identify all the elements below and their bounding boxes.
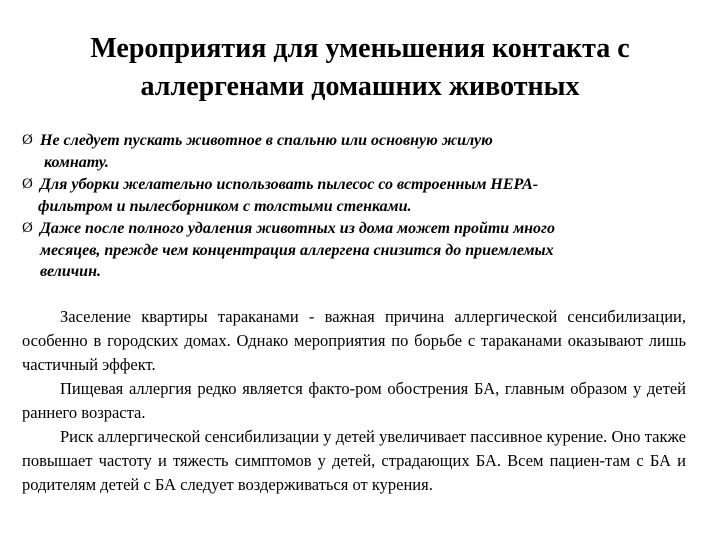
arrow-bullet-icon: Ø <box>22 176 33 192</box>
bullet-text-line: Не следует пускать животное в спальню или основную жилую <box>40 132 493 149</box>
slide-title <box>20 30 700 106</box>
title-line-1: Мероприятия для уменьшения контакта с <box>90 33 630 64</box>
paragraph: Пищевая аллергия редко является факто-ром обострения БА, главным образом у детей раннего возраста. <box>22 379 686 422</box>
bullet-text-line: Даже после полного удаления животных из дома может пройти много <box>40 220 555 237</box>
bullet-text-line: месяцев, прежде чем концентрация аллергена снизится до приемлемых <box>40 241 554 259</box>
bullet-text-line: фильтром и пылесборником с толстыми стенками. <box>38 197 412 215</box>
bullet-item <box>22 130 702 173</box>
title-line-2: аллергенами домашних животных <box>140 71 580 102</box>
arrow-bullet-icon: Ø <box>22 220 33 236</box>
paragraph: Риск аллергической сенсибилизации у детей увеличивает пассивное курение. Оно также повышает частоту и тяжесть симптомов у детей, страдающих БА. Всем пациен-там с БА и родителям детей с БА следует воздерживаться от курения. <box>22 427 686 494</box>
bullet-text-line: Для уборки желательно использовать пылесос со встроенным HEPA- <box>40 176 539 193</box>
bullet-list <box>22 130 702 284</box>
bullet-item <box>22 174 702 217</box>
bullet-item <box>22 218 702 283</box>
paragraph: Заселение квартиры тараканами - важная причина аллергической сенсибилизации, особенно в городских домах. Однако мероприятия по борьбе с тараканами оказывают лишь частичный эффект. <box>22 307 686 374</box>
bullet-text-line: величин. <box>40 263 101 280</box>
body-text <box>22 305 686 497</box>
arrow-bullet-icon: Ø <box>22 132 33 148</box>
bullet-text-line: комнату. <box>44 153 109 171</box>
